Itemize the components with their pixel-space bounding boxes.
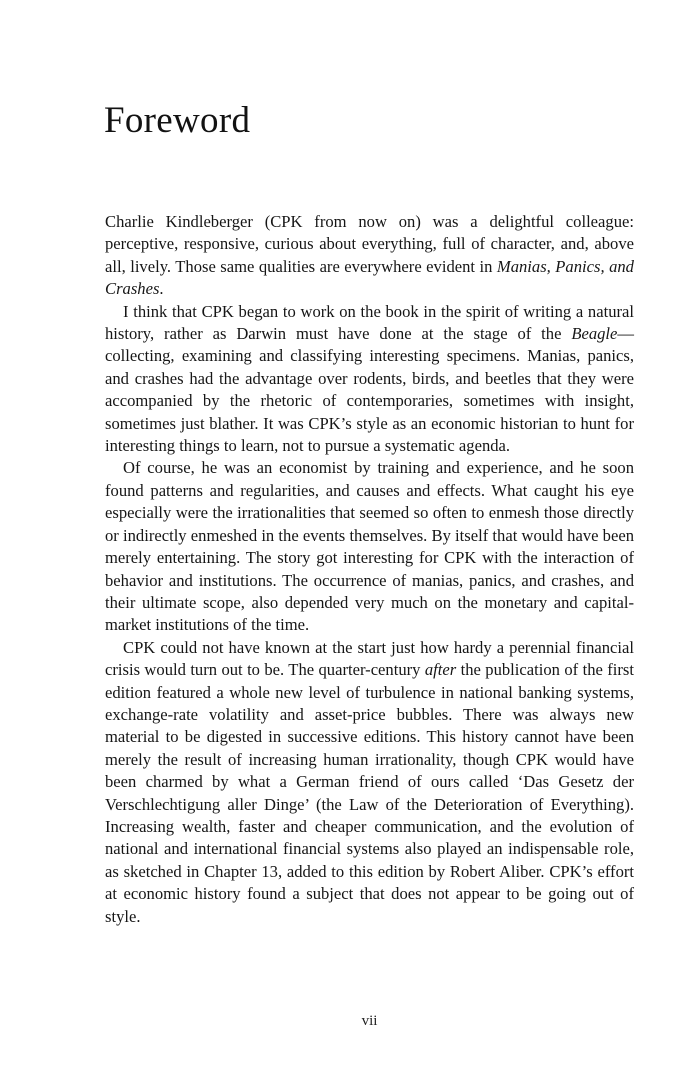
text-run: .	[159, 279, 164, 299]
text-run: CPK could not have known at the start just how hardy a perennial financial crisis would turn out to be. The quarter-century	[105, 637, 634, 680]
text-run: Of course, he was an economist by training and experience, and he soon found patterns and regularities, and causes and effects. What caught his eye especially were the irrationalities that seemed so often to enmesh those directly or indirectly enmeshed in the events themselves. By itself that would have been merely entertaining. The story got interesting for CPK with the interaction of behavior and institutions. The occurrence of manias, panics, and crashes, and their ultimate scope, also depended very much on the monetary and capital-market institutions of the time.	[105, 458, 634, 635]
foreword-paragraphs	[105, 211, 634, 928]
paragraph	[105, 301, 634, 458]
text-run: the publication of the first edition featured a whole new level of turbulence in national banking systems, exchange-rate volatility and asset-price bubbles. There was always new material to be digested in successive editions. This history cannot have been merely the result of increasing human irrationality, though CPK would have been charmed by what a German friend of ours called ‘Das Gesetz der Verschlechtigung aller Dinge’ (the Law of the Deterioration of Everything). Increasing wealth, faster and cheaper communication, and the evolution of national and international financial systems also played an indispensable role, as sketched in Chapter 13, added to this edition by Robert Aliber. CPK’s effort at economic history found a subject that does not appear to be going out of style.	[105, 660, 634, 926]
text-run: —collecting, examining and classifying interesting specimens. Manias, panics, and crashes had the advantage over rodents, birds, and beetles that they were accompanied by the rhetoric of contemporaries, sometimes with insight, sometimes just blather. It was CPK’s style as an economic historian to hunt for interesting things to learn, not to pursue a systematic agenda.	[105, 324, 634, 456]
page-title: Foreword	[104, 100, 251, 141]
page-number: vii	[361, 1013, 378, 1029]
italic-text-run: Beagle	[571, 324, 618, 344]
paragraph	[105, 211, 634, 301]
paragraph	[105, 457, 634, 636]
paragraph	[105, 637, 634, 928]
text-run: Charlie Kindleberger (CPK from now on) was a delightful colleague: perceptive, responsive, curious about everything, full of character, and, above all, lively. Those same qualities are everywhere evident in	[105, 212, 634, 276]
italic-text-run: Manias, Panics, and Crashes	[105, 256, 634, 299]
italic-text-run: after	[424, 660, 457, 680]
text-run: I think that CPK began to work on the book in the spirit of writing a natural history, rather as Darwin must have done at the stage of the	[105, 301, 634, 344]
